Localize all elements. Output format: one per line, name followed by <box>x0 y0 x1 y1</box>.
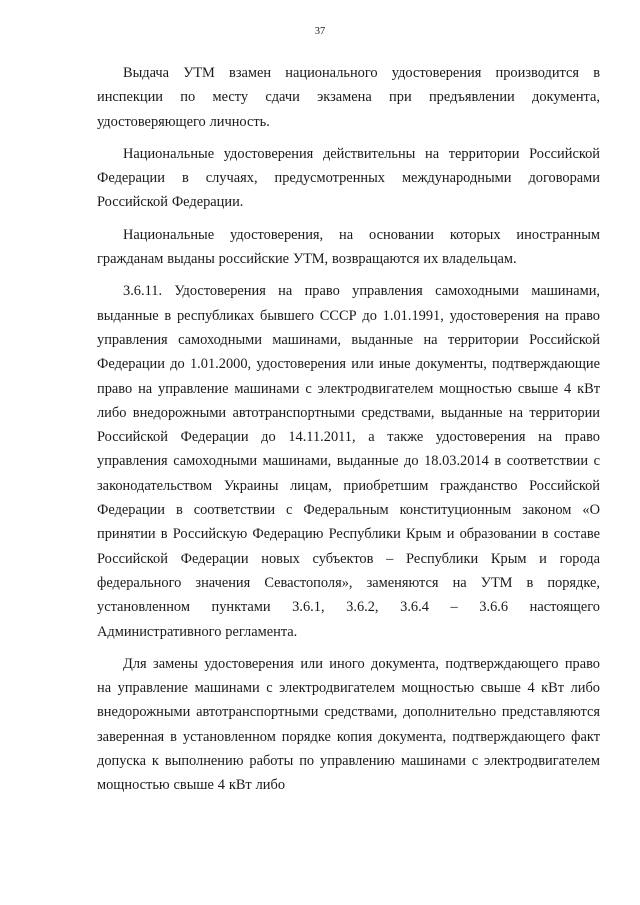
paragraph-section-3-6-11: 3.6.11. Удостоверения на право управления самоходными машинами, выданные в республиках бывшего СССР до 1.01.1991, удостоверения на право управления самоходными машинами, выданные на территории Российской Федерации до 1.01.2000, удостоверения или иные документы, подтверждающие право на управление машинами с электродвигателем мощностью свыше 4 кВт либо внедорожными автотранспортными средствами, выданные на территории Российской Федерации до 14.11.2011, а также удостоверения на право управления самоходными машинами, выданные до 18.03.2014 в соответствии с законодательством Украины лицам, приобретшим гражданство Российской Федерации в соответствии с Федеральным конституционным законом «О принятии в Российскую Федерацию Республики Крым и образовании в составе Российской Федерации новых субъектов – Республики Крым и города федерального значения Севастополя», заменяются на УТМ в порядке, установленном пунктами 3.6.1, 3.6.2, 3.6.4 – 3.6.6 настоящего Административного регламента. <box>97 283 600 640</box>
page-number: 37 <box>314 26 326 37</box>
paragraph-replacement-documents: Для замены удостоверения или иного документа, подтверждающего право на управление машинами с электродвигателем мощностью свыше 4 кВт либо внедорожными автотранспортными средствами, дополнительно представляются заверенная в установленном порядке копия документа, подтверждающего факт допуска к выполнению работы по управлению машинами с электродвигателем мощностью свыше 4 кВт либо <box>97 655 600 794</box>
paragraph-national-licenses-return: Национальные удостоверения, на основании которых иностранным гражданам выданы российские УТМ, возвращаются их владельцам. <box>97 226 600 268</box>
paragraph-national-licenses-validity: Национальные удостоверения действительны на территории Российской Федерации в случаях, предусмотренных международными договорами Российской Федерации. <box>97 145 600 211</box>
document-body <box>97 61 600 798</box>
paragraph-utm-issuance: Выдача УТМ взамен национального удостоверения производится в инспекции по месту сдачи экзамена при предъявлении документа, удостоверяющего личность. <box>97 65 600 130</box>
